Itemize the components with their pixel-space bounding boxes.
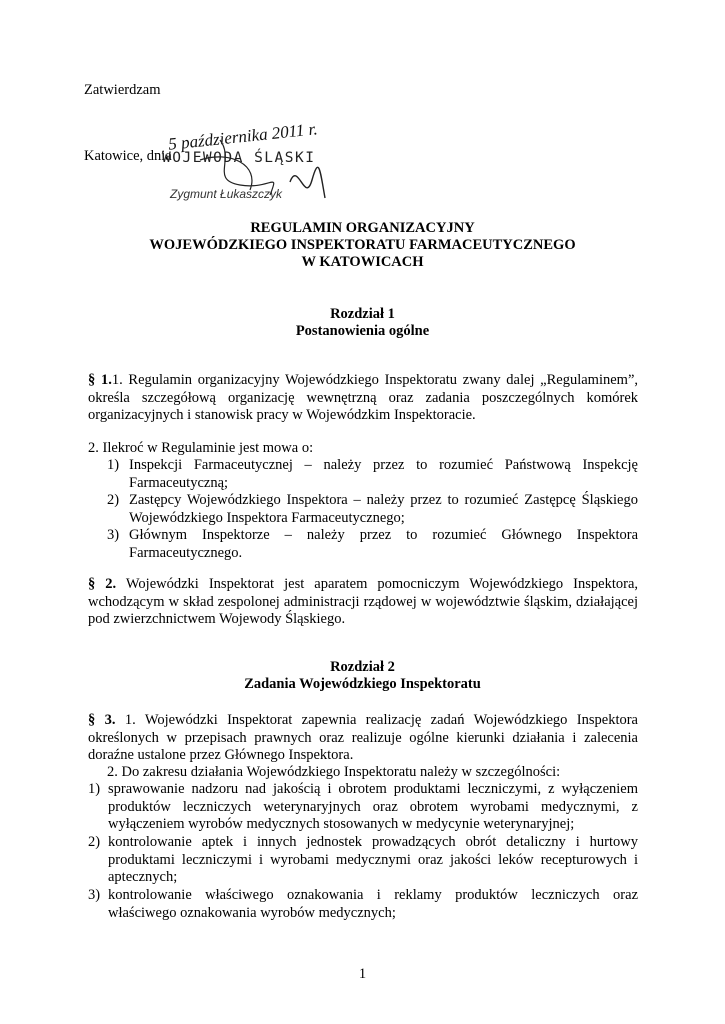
doc-title-line3: W KATOWICACH — [301, 254, 424, 270]
par3-item-2 — [88, 834, 638, 887]
chapter2-subheading: Zadania Wojewódzkiego Inspektoratu — [244, 676, 481, 692]
par1-sign: § 1. — [88, 372, 112, 388]
item-number: 2) — [88, 834, 101, 850]
item-text: Zastępcy Wojewódzkiego Inspektora – należy przez to rozumieć Zastępcę Śląskiego Wojewódzkiego Inspektora Farmaceutycznego; — [129, 492, 638, 526]
item-text: sprawowanie nadzoru nad jakością i obrotem produktami leczniczymi, z wyłączeniem produktów leczniczych weterynaryjnych oraz obrotem wyrobami medycznymi, z wyłączeniem wyrobów medycznych stosowanych w medycynie weterynaryjnej; — [108, 781, 638, 832]
par2-text: Wojewódzki Inspektorat jest aparatem pomocniczym Wojewódzkiego Inspektora, wchodzącym w skład zespolonej administracji rządowej w województwie śląskim, działającej pod zwierzchnictwem Wojewody Śląskiego. — [88, 576, 639, 627]
par3-item-3 — [88, 887, 638, 922]
official-stamp: WOJEWODA ŚLĄSKI — [162, 150, 316, 166]
item-number: 1) — [88, 781, 101, 797]
chapter2-heading: Rozdział 2 — [330, 659, 395, 675]
par3-sign: § 3. — [88, 712, 116, 728]
par1-item-2 — [107, 492, 638, 527]
doc-title-line2: WOJEWÓDZKIEGO INSPEKTORATU FARMACEUTYCZNEGO — [149, 237, 576, 253]
par1-point2: 2. Ilekroć w Regulaminie jest mowa o: — [88, 440, 314, 456]
handwritten-date: 5 października 2011 r. — [167, 119, 319, 154]
signature-scribble — [140, 120, 340, 220]
par3-point2: 2. Do zakresu działania Wojewódzkiego Inspektoratu należy w szczególności: — [107, 764, 561, 780]
par2-sign: § 2. — [88, 576, 117, 592]
item-number: 2) — [107, 492, 120, 508]
item-text: Inspekcji Farmaceutycznej – należy przez to rozumieć Państwową Inspekcję Farmaceutyczną; — [129, 457, 638, 491]
doc-title-line1: REGULAMIN ORGANIZACYJNY — [250, 220, 475, 236]
par1-item-1 — [107, 457, 638, 492]
paragraph-1 — [88, 372, 638, 425]
city-date-label: Katowice, dnia — [84, 148, 172, 164]
item-text: Głównym Inspektorze – należy przez to rozumieć Głównego Inspektora Farmaceutycznego. — [129, 527, 638, 561]
par3-item-1 — [88, 781, 638, 834]
par1-item-3 — [107, 527, 638, 562]
chapter1-heading: Rozdział 1 — [330, 306, 395, 322]
approval-label: Zatwierdzam — [84, 82, 161, 98]
item-text: kontrolowanie aptek i innych jednostek prowadzących obrót detaliczny i hurtowy produktami leczniczymi i wyrobami medycznymi oraz jakości leków recepturowych i aptecznych; — [108, 834, 638, 885]
chapter1-subheading: Postanowienia ogólne — [295, 323, 430, 339]
item-text: kontrolowanie właściwego oznakowania i reklamy produktów leczniczych oraz właściwego oznakowania wyrobów medycznych; — [108, 887, 638, 921]
page-number: 1 — [358, 966, 367, 982]
paragraph-2 — [88, 576, 638, 629]
paragraph-3 — [88, 712, 638, 765]
item-number: 3) — [88, 887, 101, 903]
stamp-name: Zygmunt Łukaszczyk — [170, 187, 283, 201]
item-number: 1) — [107, 457, 120, 473]
par3-text: 1. Wojewódzki Inspektorat zapewnia realizację zadań Wojewódzkiego Inspektora określonych w przepisach prawnych oraz realizuje ogólne kierunki działania i zalecenia doraźne ustalone przez Głównego Inspektora. — [88, 712, 638, 763]
par1-text: 1. Regulamin organizacyjny Wojewódzkiego Inspektoratu zwany dalej „Regulaminem”, określa szczegółową organizację wewnętrzną oraz zadania poszczególnych komórek organizacyjnych i stanowisk pracy w Wojewódzkim Inspektoracie. — [88, 372, 639, 423]
item-number: 3) — [107, 527, 120, 543]
